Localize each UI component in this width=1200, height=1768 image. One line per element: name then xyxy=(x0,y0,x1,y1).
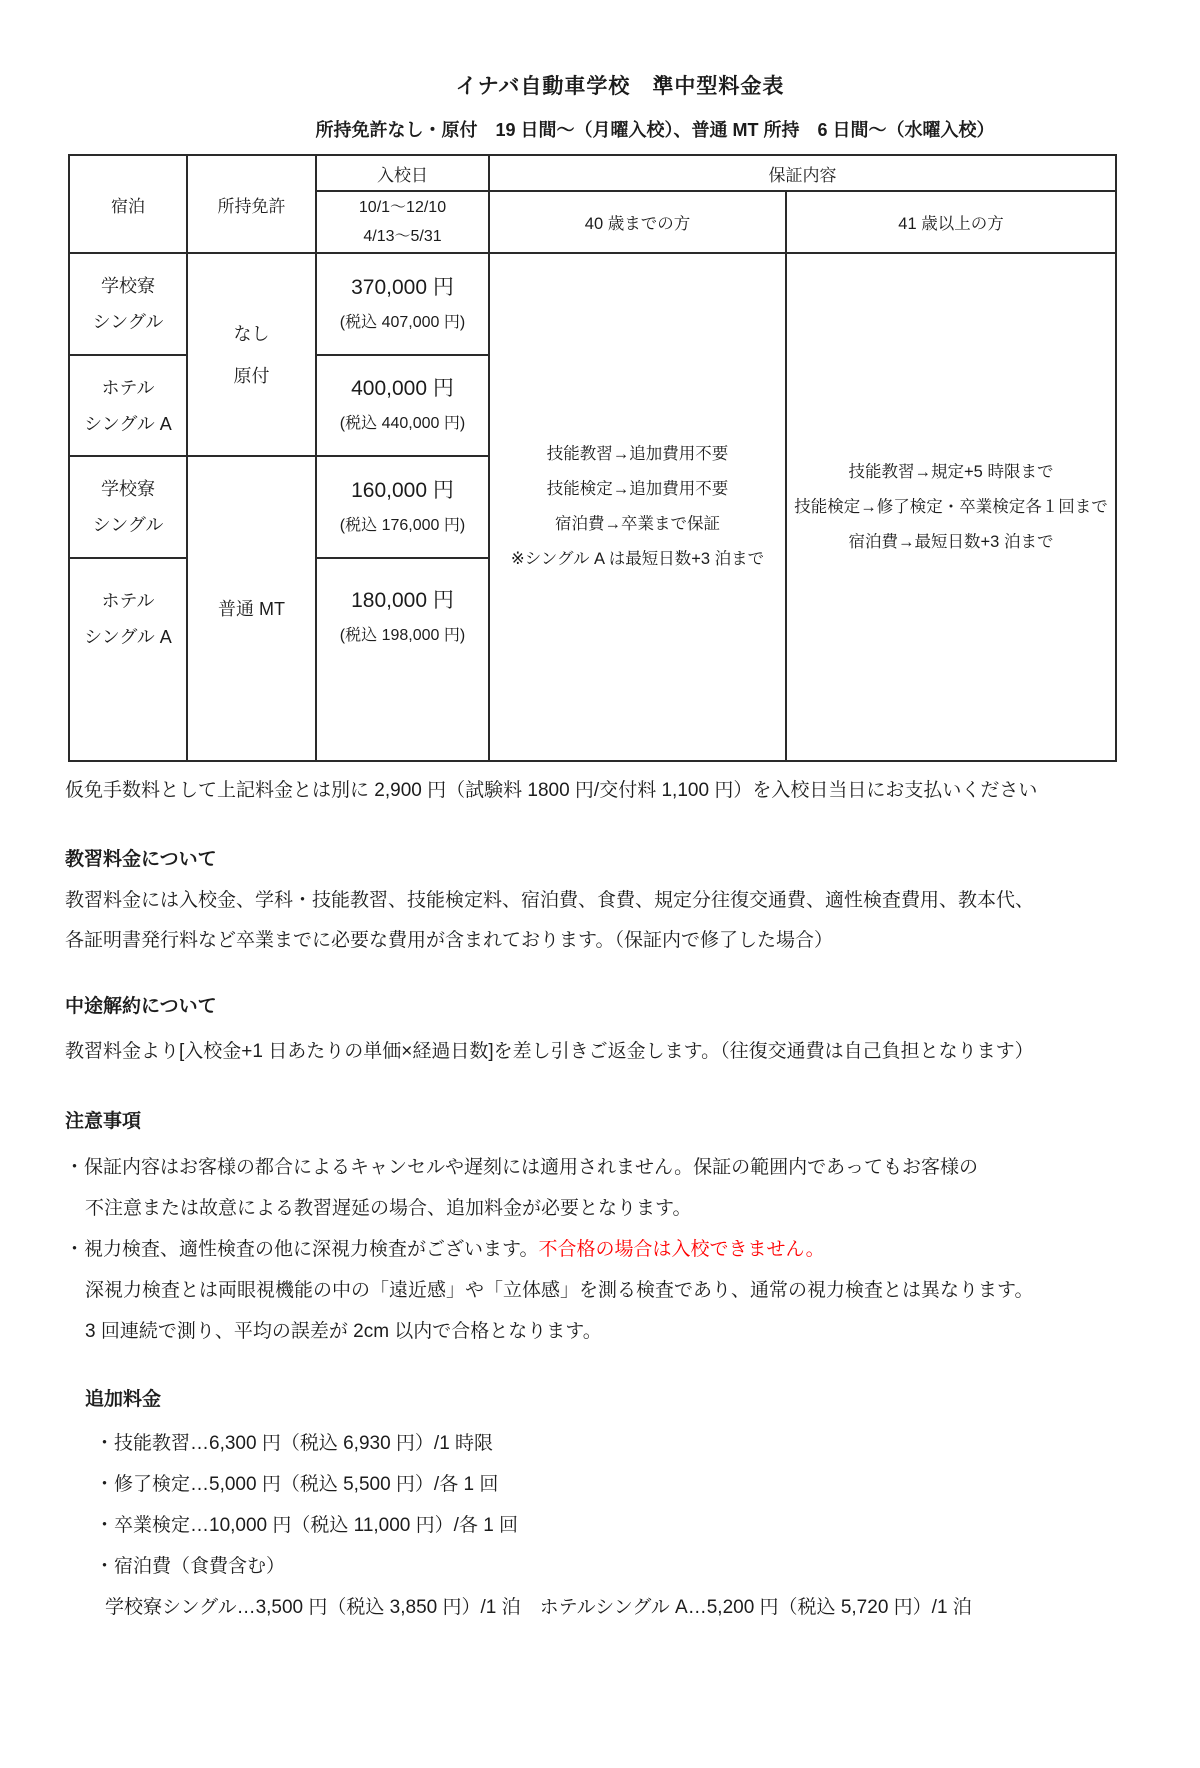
cautions-list xyxy=(65,1147,1135,1352)
price-tax-value: (税込 407,000 円) xyxy=(339,313,466,331)
additional-fee-item: ・宿泊費（食費含む） xyxy=(95,1556,286,1577)
price-table xyxy=(68,154,1117,762)
lodging-detail: 学校寮シングル…3,500 円（税込 3,850 円）/1 泊 ホテルシングル A…5,200 円（税込 5,720 円）/1 泊 xyxy=(105,1597,972,1618)
license-line: 普通 MT xyxy=(218,598,285,619)
entry-period-2: 4/13～5/31 xyxy=(363,228,442,245)
additional-fee-item: ・修了検定…5,000 円（税込 5,500 円）/各 1 回 xyxy=(95,1474,499,1495)
stay-cell-4 xyxy=(69,558,187,761)
stay-line: 学校寮 xyxy=(101,479,155,499)
entry-period-1: 10/1～12/10 xyxy=(358,199,447,216)
license-cell-regular-mt xyxy=(187,456,316,761)
additional-fee-item: ・技能教習…6,300 円（税込 6,930 円）/1 時限 xyxy=(95,1433,494,1454)
caution-bullet-2-text: ・視力検査、適性検査の他に深視力検査がございます。 xyxy=(65,1239,539,1260)
stay-line: シングル A xyxy=(84,413,172,434)
guarantee-line: ※シングル A は最短日数+3 泊まで xyxy=(510,550,765,568)
price-cell-2 xyxy=(316,355,489,456)
stay-line: ホテル xyxy=(101,377,155,398)
provisional-license-fee-note: 仮免手数料として上記料金とは別に 2,900 円（試験料 1800 円/交付料 1,100 円）を入校日当日にお支払いください xyxy=(65,780,1038,801)
header-entry-periods xyxy=(316,191,489,253)
price-tax-value: (税込 440,000 円) xyxy=(339,415,466,432)
license-line: 原付 xyxy=(233,365,270,386)
stay-line: シングル xyxy=(92,312,164,332)
stay-cell-3 xyxy=(69,456,187,558)
price-cell-3 xyxy=(316,456,489,558)
caution-bullet-2 xyxy=(65,1229,1135,1270)
table-header-row-1 xyxy=(69,155,1116,191)
caution-bullet-2-cont: 深視力検査とは両眼視機能の中の「遠近感」や「立体感」を測る検査であり、通常の視力検査とは異なります。 xyxy=(85,1280,1034,1301)
price-value: 370,000 円 xyxy=(351,275,454,299)
header-entry-date: 入校日 xyxy=(316,155,489,191)
price-value: 180,000 円 xyxy=(351,589,454,612)
header-stay: 宿泊 xyxy=(69,155,187,253)
tuition-paragraph xyxy=(65,881,1135,961)
stay-line: シングル xyxy=(92,515,164,535)
guarantee-age41-cell xyxy=(786,253,1116,761)
price-tax-value: (税込 198,000 円) xyxy=(339,627,466,644)
guarantee-line: 技能教習→追加費用不要 xyxy=(546,445,729,463)
document-page xyxy=(0,70,1200,1628)
price-value: 400,000 円 xyxy=(351,377,454,400)
additional-fees-list xyxy=(95,1423,1135,1628)
price-cell-4 xyxy=(316,558,489,761)
guarantee-line: 技能教習→規定+5 時限まで xyxy=(848,462,1054,481)
header-license: 所持免許 xyxy=(187,155,316,253)
table-row xyxy=(69,253,1116,355)
price-cell-1 xyxy=(316,253,489,355)
price-value: 160,000 円 xyxy=(351,478,454,502)
caution-alert-text: 不合格の場合は入校できません。 xyxy=(538,1239,825,1260)
caution-bullet-2-cont2: 3 回連続で測り、平均の誤差が 2cm 以内で合格となります。 xyxy=(85,1321,602,1342)
page-subtitle: 所持免許なし・原付 19 日間～（月曜入校）、普通 MT 所持 6 日間～（水曜入校） xyxy=(315,120,995,140)
guarantee-line: 宿泊費→卒業まで保証 xyxy=(555,515,720,533)
stay-cell-1 xyxy=(69,253,187,355)
guarantee-line: 技能検定→追加費用不要 xyxy=(546,480,729,498)
tuition-line: 各証明書発行料など卒業までに必要な費用が含まれております。（保証内で修了した場合） xyxy=(65,930,833,951)
guarantee-age40-cell xyxy=(489,253,786,761)
tuition-line: 教習料金には入校金、学科・技能教習、技能検定料、宿泊費、食費、規定分往復交通費、適性検査費用、教本代、 xyxy=(65,890,1035,911)
caution-bullet-1: ・保証内容はお客様の都合によるキャンセルや遅刻には適用されません。保証の範囲内であってもお客様の xyxy=(65,1157,978,1178)
caution-bullet-1-cont: 不注意または故意による教習遅延の場合、追加料金が必要となります。 xyxy=(85,1198,692,1219)
header-age40: 40 歳までの方 xyxy=(489,191,786,253)
cautions-heading: 注意事項 xyxy=(65,1111,142,1132)
tuition-heading: 教習料金について xyxy=(65,849,217,870)
page-title: イナバ自動車学校 準中型料金表 xyxy=(455,75,785,98)
guarantee-line: 技能検定→修了検定・卒業検定各１回まで xyxy=(794,497,1108,516)
cancellation-heading: 中途解約について xyxy=(65,996,217,1017)
header-age41: 41 歳以上の方 xyxy=(786,191,1116,253)
stay-cell-2 xyxy=(69,355,187,456)
header-guarantee: 保証内容 xyxy=(489,155,1116,191)
additional-fee-item: ・卒業検定…10,000 円（税込 11,000 円）/各 1 回 xyxy=(95,1515,519,1536)
license-cell-none-moped xyxy=(187,253,316,456)
cancellation-paragraph: 教習料金より[入校金+1 日あたりの単価×経過日数]を差し引きご返金します。（往復交通費は自己負担となります） xyxy=(65,1041,1034,1062)
stay-line: 学校寮 xyxy=(101,276,155,296)
additional-fees-heading: 追加料金 xyxy=(85,1389,162,1410)
guarantee-line: 宿泊費→最短日数+3 泊まで xyxy=(848,532,1054,551)
license-line: なし xyxy=(233,323,270,344)
stay-line: ホテル xyxy=(101,591,155,611)
price-tax-value: (税込 176,000 円) xyxy=(339,516,466,534)
stay-line: シングル A xyxy=(84,627,172,647)
